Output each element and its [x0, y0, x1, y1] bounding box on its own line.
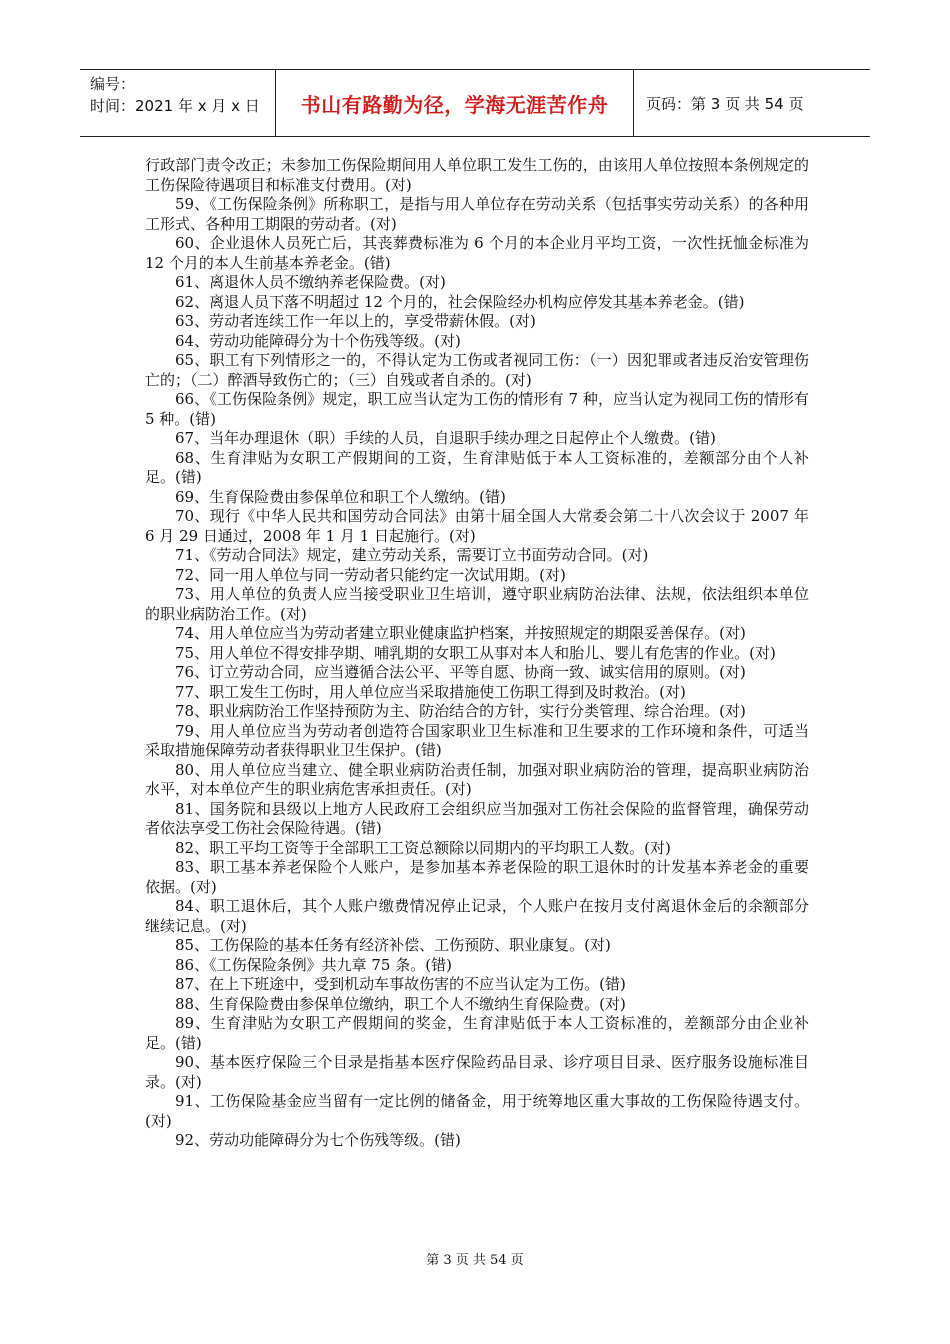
paragraph: 66、《工伤保险条例》规定，职工应当认定为工伤的情形有 7 种，应当认定为视同工伤的情形有 5 种。(错) [145, 390, 809, 428]
paragraph: 63、劳动者连续工作一年以上的，享受带薪休假。(对) [175, 312, 536, 330]
paragraph: 64、劳动功能障碍分为十个伤残等级。(对) [175, 331, 461, 350]
paragraph: 91、工伤保险基金应当留有一定比例的储备金，用于统筹地区重大事故的工伤保险待遇支付。(对) [145, 1092, 809, 1130]
paragraph: 85、工伤保险的基本任务有经济补偿、工伤预防、职业康复。(对) [175, 936, 611, 954]
paragraph: 67、当年办理退休（职）手续的人员，自退职手续办理之日起停止个人缴费。(错) [175, 429, 716, 447]
paragraph: 72、同一用人单位与同一劳动者只能约定一次试用期。(对) [175, 565, 566, 584]
paragraph: 76、订立劳动合同，应当遵循合法公平、平等自愿、协商一致、诚实信用的原则。(对) [175, 663, 746, 681]
paragraph: 81、国务院和县级以上地方人民政府工会组织应当加强对工伤社会保险的监督管理，确保劳动者依法享受工伤社会保险待遇。(错) [145, 799, 809, 837]
page-header [80, 69, 870, 137]
paragraph: 80、用人单位应当建立、健全职业病防治责任制，加强对职业病防治的管理，提高职业病防治水平，对本单位产生的职业病危害承担责任。(对) [145, 760, 809, 798]
paragraph: 70、现行《中华人民共和国劳动合同法》由第十届全国人大常委会第二十八次会议于 2007 年 6 月 29 日通过，2008 年 1 月 1 日起施行。(对) [145, 507, 809, 545]
paragraph: 82、职工平均工资等于全部职工工资总额除以同期内的平均职工人数。(对) [175, 838, 671, 857]
motto: 书山有路勤为径，学海无涯苦作舟 [276, 70, 634, 136]
paragraph: 84、职工退休后，其个人账户缴费情况停止记录，个人账户在按月支付离退休金后的余额部分继续记息。(对) [145, 897, 809, 935]
page-label: 页码：第 3 页 共 54 页 [646, 94, 804, 113]
paragraph: 86、《工伤保险条例》共九章 75 条。(错) [175, 955, 452, 974]
paragraph: 77、职工发生工伤时，用人单位应当采取措施使工伤职工得到及时救治。(对) [175, 682, 686, 701]
paragraph: 行政部门责令改正；未参加工伤保险期间用人单位职工发生工伤的，由该用人单位按照本条例规定的工伤保险待遇项目和标准支付费用。(对) [145, 156, 809, 194]
paragraph: 89、生育津贴为女职工产假期间的奖金，生育津贴低于本人工资标准的，差额部分由企业补足。(错) [145, 1014, 809, 1052]
paragraph: 68、生育津贴为女职工产假期间的工资，生育津贴低于本人工资标准的，差额部分由个人补足。(错) [145, 448, 809, 486]
paragraph: 75、用人单位不得安排孕期、哺乳期的女职工从事对本人和胎儿、婴儿有危害的作业。(对) [175, 643, 776, 662]
paragraph: 92、劳动功能障碍分为七个伤残等级。(错) [175, 1131, 461, 1149]
paragraph: 61、离退休人员不缴纳养老保险费。(对) [175, 273, 446, 291]
paragraph: 83、职工基本养老保险个人账户，是参加基本养老保险的职工退休时的计发基本养老金的重要依据。(对) [145, 858, 809, 896]
paragraph: 65、职工有下列情形之一的，不得认定为工伤或者视同工伤：（一）因犯罪或者违反治安管理伤亡的；（二）醉酒导致伤亡的；（三）自残或者自杀的。(对) [145, 351, 809, 389]
paragraph: 88、生育保险费由参保单位缴纳，职工个人不缴纳生育保险费。(对) [175, 994, 626, 1013]
paragraph: 71、《劳动合同法》规定，建立劳动关系，需要订立书面劳动合同。(对) [175, 546, 649, 564]
paragraph: 79、用人单位应当为劳动者创造符合国家职业卫生标准和卫生要求的工作环境和条件，可适当采取措施保障劳动者获得职业卫生保护。(错) [145, 721, 809, 759]
paragraph: 74、用人单位应当为劳动者建立职业健康监护档案，并按照规定的期限妥善保存。(对) [175, 624, 746, 642]
paragraph: 59、《工伤保险条例》所称职工，是指与用人单位存在劳动关系（包括事实劳动关系）的各种用工形式、各种用工期限的劳动者。(对) [145, 195, 809, 233]
paragraph: 73、用人单位的负责人应当接受职业卫生培训，遵守职业病防治法律、法规，依法组织本单位的职业病防治工作。(对) [145, 585, 809, 623]
header-meta [80, 70, 276, 136]
time-label: 时间：2021 年 x 月 x 日 [90, 97, 260, 115]
paragraph: 78、职业病防治工作坚持预防为主、防治结合的方针，实行分类管理、综合治理。(对) [175, 702, 746, 720]
paragraph: 90、基本医疗保险三个目录是指基本医疗保险药品目录、诊疗项目目录、医疗服务设施标准目录。(对) [145, 1053, 809, 1091]
paragraph: 60、企业退休人员死亡后，其丧葬费标准为 6 个月的本企业月平均工资，一次性抚恤金标准为 12 个月的本人生前基本养老金。(错) [145, 234, 809, 272]
paragraph: 69、生育保险费由参保单位和职工个人缴纳。(错) [175, 487, 506, 506]
number-label: 编号： [90, 75, 136, 93]
paragraph: 87、在上下班途中，受到机动车事故伤害的不应当认定为工伤。(错) [175, 975, 626, 993]
document-body [145, 156, 809, 1151]
page-footer: 第 3 页 共 54 页 [426, 1253, 524, 1268]
paragraph: 62、离退人员下落不明超过 12 个月的，社会保险经办机构应停发其基本养老金。(错) [175, 292, 745, 311]
